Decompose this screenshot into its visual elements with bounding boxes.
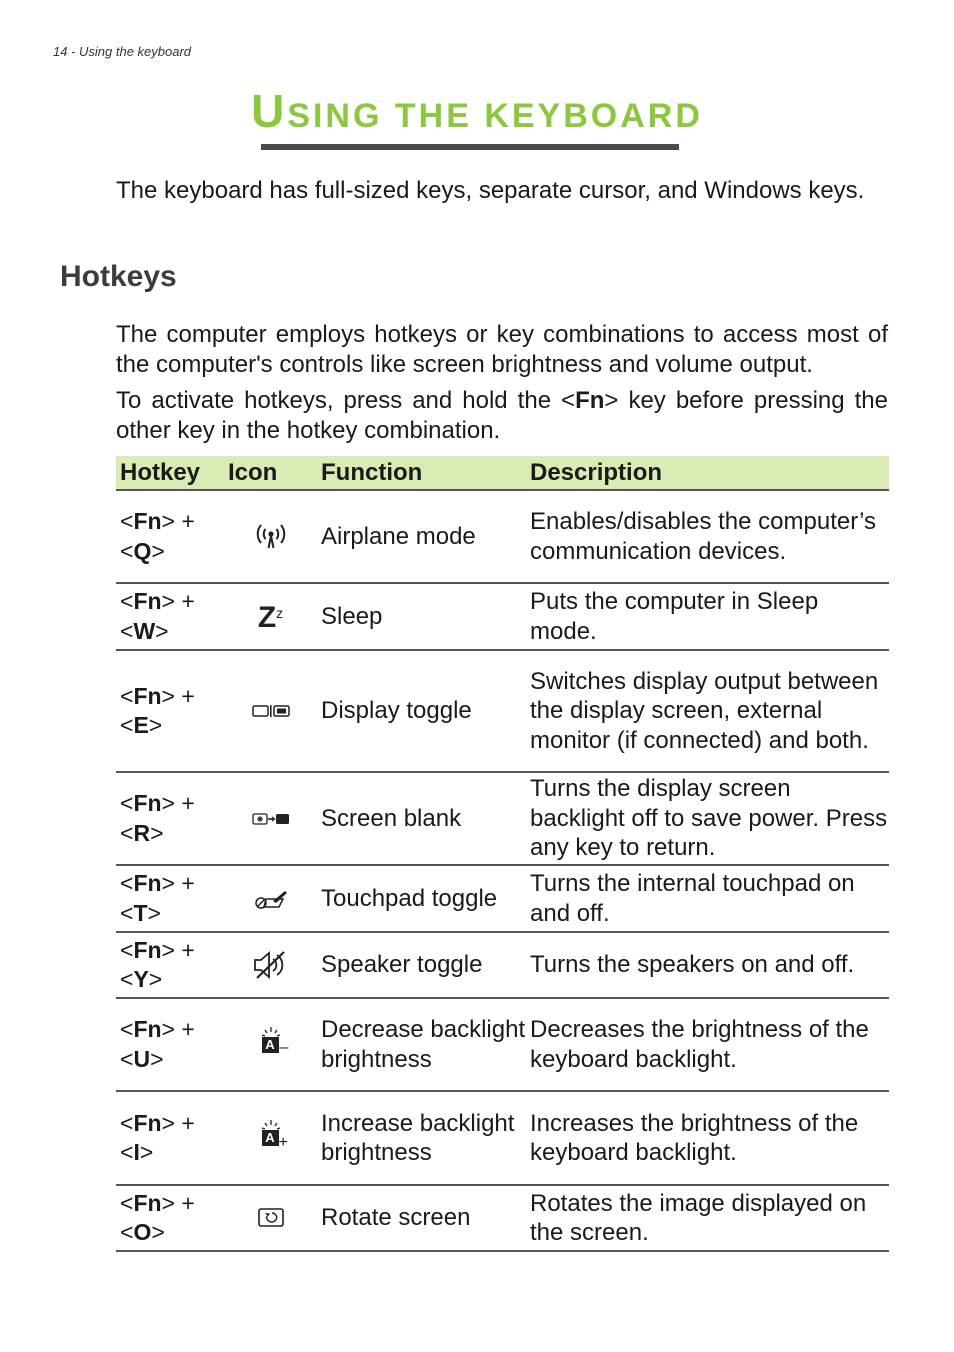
hotkey-cell: <Fn> + <W> bbox=[116, 583, 224, 650]
plus-text: + bbox=[181, 1016, 195, 1042]
icon-cell bbox=[224, 772, 317, 865]
table-row bbox=[116, 932, 889, 998]
hotkey-cell: <Fn> + <Q> bbox=[116, 490, 224, 583]
title-rule bbox=[261, 144, 679, 150]
plus-text: + bbox=[181, 1109, 195, 1136]
letter-key: Y bbox=[133, 966, 149, 992]
header-description: Description bbox=[526, 456, 889, 490]
icon-cell bbox=[224, 932, 317, 998]
fn-key: Fn bbox=[133, 870, 162, 896]
icon-cell bbox=[224, 650, 317, 772]
table-row bbox=[116, 1185, 889, 1251]
para2-before: To activate hotkeys, press and hold the < bbox=[116, 387, 576, 414]
description-cell: Rotates the image displayed on the screen. bbox=[526, 1185, 889, 1251]
fn-key-text: Fn bbox=[575, 387, 605, 414]
title-initial: U bbox=[251, 85, 288, 137]
fn-key: Fn bbox=[133, 508, 162, 534]
plus-text: + bbox=[181, 508, 195, 534]
function-cell: Rotate screen bbox=[317, 1185, 526, 1251]
function-cell: Speaker toggle bbox=[317, 932, 526, 998]
table-row bbox=[116, 583, 889, 650]
hotkey-cell: <Fn> + <T> bbox=[116, 865, 224, 932]
plus-text: + bbox=[181, 790, 195, 816]
description-cell: Puts the computer in Sleep mode. bbox=[526, 583, 889, 650]
hotkeys-heading: Hotkeys bbox=[60, 260, 177, 293]
table-row bbox=[116, 865, 889, 932]
function-cell: Touchpad toggle bbox=[317, 865, 526, 932]
description-cell: Turns the display screen backlight off to save power. Press any key to return. bbox=[526, 772, 889, 865]
letter-key: U bbox=[133, 1045, 151, 1072]
airplane-mode-icon bbox=[251, 521, 291, 553]
plus-text: + bbox=[181, 1189, 195, 1216]
plus-text: + bbox=[181, 588, 195, 614]
page-title bbox=[0, 86, 954, 141]
rotate-screen-icon bbox=[251, 1207, 291, 1229]
hotkeys-table bbox=[116, 456, 889, 1252]
plus-text: + bbox=[181, 870, 195, 896]
table-row bbox=[116, 1091, 889, 1185]
letter-key: Q bbox=[133, 537, 152, 564]
description-cell: Increases the brightness of the keyboard backlight. bbox=[526, 1091, 889, 1185]
function-cell: Display toggle bbox=[317, 650, 526, 772]
table-row bbox=[116, 998, 889, 1091]
header-icon: Icon bbox=[224, 456, 317, 490]
title-rest: SING THE KEYBOARD bbox=[287, 97, 703, 135]
letter-key: R bbox=[133, 819, 151, 846]
function-cell: Airplane mode bbox=[317, 490, 526, 583]
speaker-toggle-icon bbox=[251, 949, 291, 981]
backlight-decrease-icon: A – bbox=[251, 1026, 291, 1056]
backlight-increase-icon: A + bbox=[251, 1119, 291, 1149]
letter-key: E bbox=[133, 712, 149, 738]
icon-cell bbox=[224, 1091, 317, 1185]
table-row bbox=[116, 650, 889, 772]
letter-key: T bbox=[133, 899, 148, 926]
header-function: Function bbox=[317, 456, 526, 490]
icon-cell bbox=[224, 490, 317, 583]
plus-text: + bbox=[181, 936, 195, 963]
icon-cell bbox=[224, 1185, 317, 1251]
table-row bbox=[116, 490, 889, 583]
hotkey-cell: <Fn> + <Y> bbox=[116, 932, 224, 998]
icon-cell bbox=[224, 865, 317, 932]
hotkeys-paragraph-1: The computer employs hotkeys or key combinations to access most of the computer's controls like screen brightness and volume output. bbox=[116, 321, 888, 378]
description-cell: Enables/disables the computer’s communication devices. bbox=[526, 490, 889, 583]
touchpad-toggle-icon bbox=[251, 887, 291, 911]
letter-key: O bbox=[133, 1219, 152, 1245]
hotkeys-paragraph-2 bbox=[116, 386, 888, 445]
fn-key: Fn bbox=[133, 588, 162, 614]
fn-key: Fn bbox=[133, 1109, 162, 1136]
fn-key: Fn bbox=[133, 790, 162, 816]
function-cell: Increase backlight brightness bbox=[317, 1091, 526, 1185]
function-cell: Decrease backlight brightness bbox=[317, 998, 526, 1091]
hotkey-cell: <Fn> + <I> bbox=[116, 1091, 224, 1185]
fn-key: Fn bbox=[133, 1189, 162, 1216]
hotkey-cell: <Fn> + <E> bbox=[116, 650, 224, 772]
function-cell: Screen blank bbox=[317, 772, 526, 865]
table-header-row bbox=[116, 456, 889, 490]
fn-key: Fn bbox=[133, 936, 162, 963]
description-cell: Decreases the brightness of the keyboard backlight. bbox=[526, 998, 889, 1091]
header-hotkey: Hotkey bbox=[116, 456, 224, 490]
fn-key: Fn bbox=[133, 1016, 162, 1042]
table-row bbox=[116, 772, 889, 865]
description-cell: Turns the internal touchpad on and off. bbox=[526, 865, 889, 932]
icon-cell bbox=[224, 998, 317, 1091]
plus-text: + bbox=[181, 682, 195, 709]
letter-key: W bbox=[133, 617, 156, 644]
function-cell: Sleep bbox=[317, 583, 526, 650]
letter-key: I bbox=[133, 1139, 140, 1165]
icon-cell bbox=[224, 583, 317, 650]
screen-blank-icon bbox=[251, 811, 291, 827]
running-head: 14 - Using the keyboard bbox=[53, 44, 192, 59]
display-toggle-icon bbox=[251, 703, 291, 719]
para2-after: > key before pressing the other key in the hotkey combination. bbox=[116, 387, 888, 444]
sleep-icon: $Z^z$ bbox=[257, 600, 284, 634]
hotkey-cell: <Fn> + <O> bbox=[116, 1185, 224, 1251]
hotkey-cell: <Fn> + <U> bbox=[116, 998, 224, 1091]
hotkey-cell: <Fn> + <R> bbox=[116, 772, 224, 865]
description-cell: Turns the speakers on and off. bbox=[526, 932, 889, 998]
fn-key: Fn bbox=[133, 682, 162, 709]
description-cell: Switches display output between the display screen, external monitor (if connected) and both. bbox=[526, 650, 889, 772]
intro-paragraph: The keyboard has full-sized keys, separate cursor, and Windows keys. bbox=[116, 177, 865, 204]
